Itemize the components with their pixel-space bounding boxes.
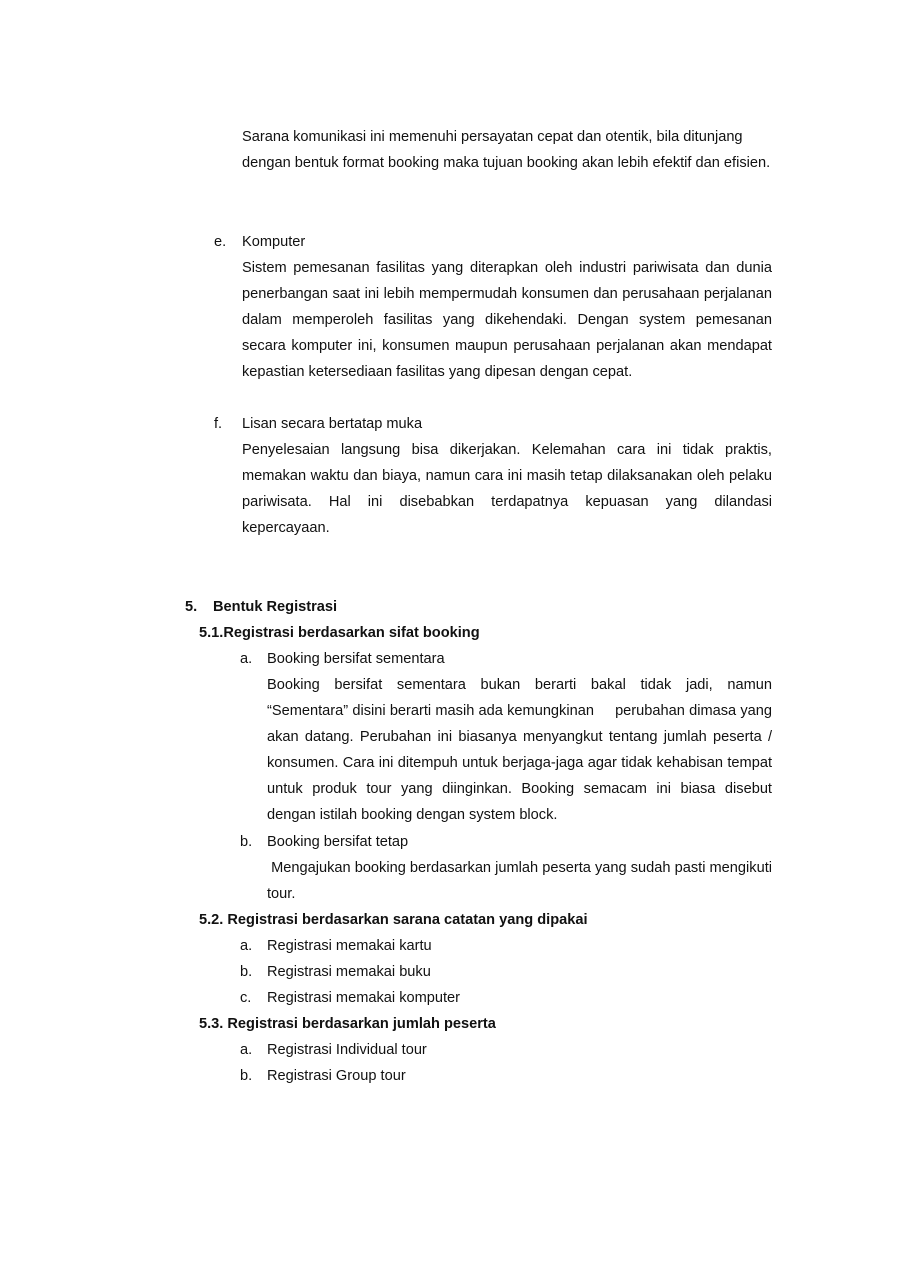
sub1-b-title: Booking bersifat tetap [267,834,409,850]
subsection-5-1-heading: 5.1.Registrasi berdasarkan sifat booking [199,625,480,641]
subsection-5-3-heading: 5.3. Registrasi berdasarkan jumlah peserta [199,1016,496,1032]
sub2-item-text: Registrasi memakai kartu [267,938,432,954]
subsection-5-2-heading: 5.2. Registrasi berdasarkan sarana catatan yang dipakai [199,912,588,928]
section-5-number: 5. [185,599,198,615]
sub2-item-marker: b. [240,964,253,980]
sub3-item-text: Registrasi Individual tour [267,1042,427,1058]
sub1-b-marker: b. [240,834,253,850]
sub2-item-marker: c. [240,990,252,1006]
sub3-item-text: Registrasi Group tour [267,1068,406,1084]
item-e-title: Komputer [242,234,306,250]
sub2-item-text: Registrasi memakai buku [267,964,431,980]
section-5-title: Bentuk Registrasi [213,599,338,615]
sub1-a-title: Booking bersifat sementara [267,651,445,667]
sub1-a-marker: a. [240,651,253,667]
item-e-marker: e. [214,234,227,250]
intro-paragraph: Sarana komunikasi ini memenuhi persayatan cepat dan otentik, bila ditunjang dengan bentuk format booking maka tujuan booking akan lebih efektif dan efisien. [242,129,771,171]
sub3-item-marker: a. [240,1042,253,1058]
item-f-body: Penyelesaian langsung bisa dikerjakan. Kelemahan cara ini tidak praktis, memakan waktu dan biaya, namun cara ini masih tetap dilaksanakan oleh pelaku pariwisata. Hal ini disebabkan terdapatnya kepuasan yang dilandasi kepercayaan. [242,442,772,536]
sub2-item-marker: a. [240,938,253,954]
sub2-item-text: Registrasi memakai komputer [267,990,461,1006]
item-f-title: Lisan secara bertatap muka [242,416,423,432]
sub3-item-marker: b. [240,1068,253,1084]
sub1-a-body: Booking bersifat sementara bukan berarti bakal tidak jadi, namun “Sementara” disini berarti masih ada kemungkinan perubahan dimasa yang akan datang. Perubahan ini biasanya menyangkut tentang jumlah peserta / konsumen. Cara ini ditempuh untuk berjaga-jaga agar tidak kehabisan tempat untuk produk tour yang diinginkan. Booking semacam ini biasa disebut dengan istilah booking dengan system block. [267,677,772,823]
item-f-marker: f. [214,416,223,432]
sub1-b-body: Mengajukan booking berdasarkan jumlah peserta yang sudah pasti mengikuti tour. [267,860,772,902]
item-e-body: Sistem pemesanan fasilitas yang diterapkan oleh industri pariwisata dan dunia penerbangan saat ini lebih mempermudah konsumen dan perusahaan perjalanan dalam memperoleh fasilitas yang dikehendaki. Dengan system pemesanan secara komputer ini, konsumen maupun perusahaan perjalanan akan mendapat kepastian ketersediaan fasilitas yang dipesan dengan cepat. [242,260,772,380]
